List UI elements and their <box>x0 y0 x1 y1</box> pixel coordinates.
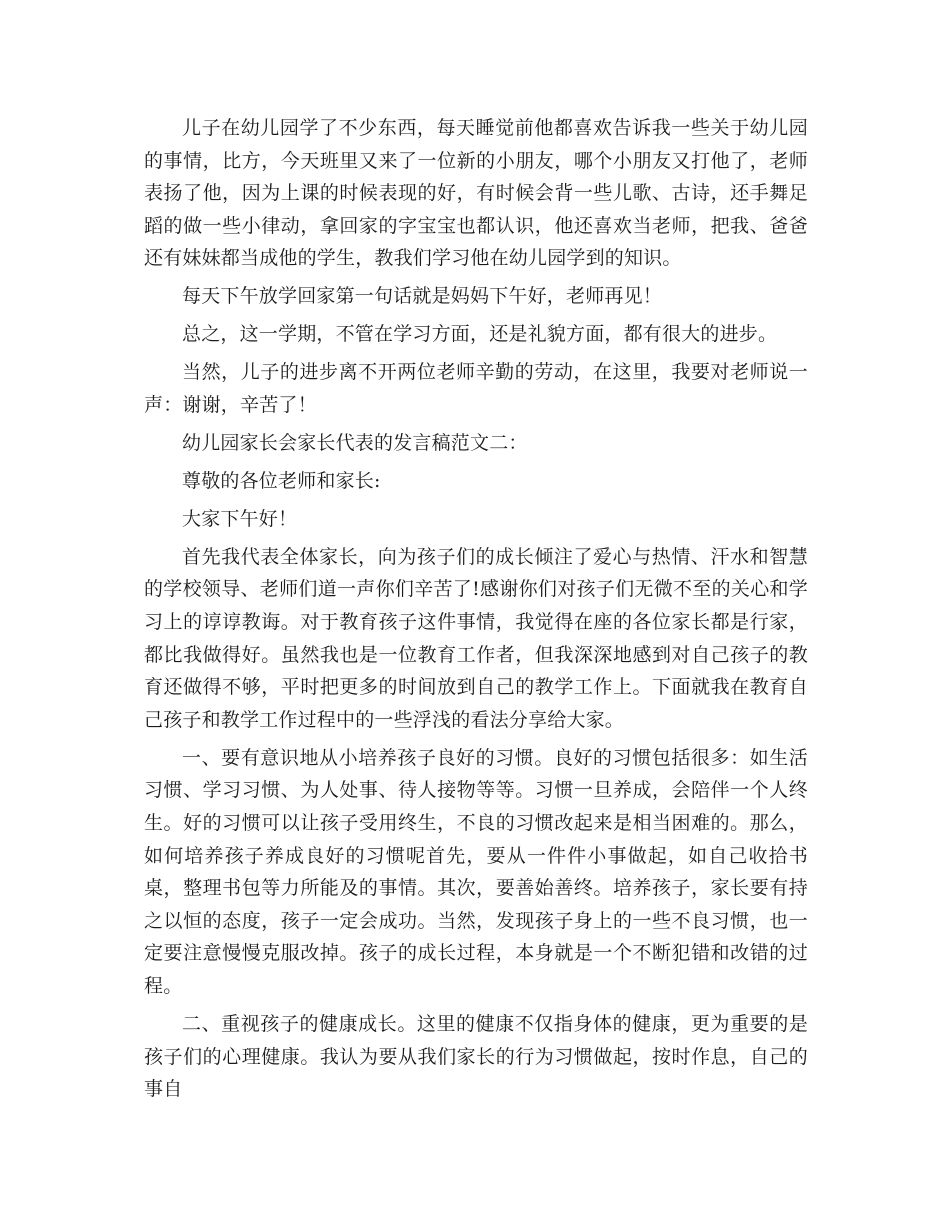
section-heading-sample-two: 幼儿园家长会家长代表的发言稿范文二： <box>182 431 528 454</box>
paragraph-thanks-teachers: 当然，儿子的进步离不开两位老师辛勤的劳动，在这里，我要对老师说一声：谢谢，辛苦了！ <box>144 361 808 416</box>
paragraph-point-one-habits: 一、要有意识地从小培养孩子良好的习惯。良好的习惯包括很多：如生活习惯、学习习惯、为人处事、待人接物等等。习惯一旦养成，会陪伴一个人终生。好的习惯可以让孩子受用终生，不良的习惯改起来是相当困难的。那么，如何培养孩子养成良好的习惯呢首先，要从一件件小事做起，如自己收拾书桌，整理书包等力所能及的事情。其次，要善始善终。培养孩子，家长要有持之以恒的态度，孩子一定会成功。当然，发现孩子身上的一些不良习惯，也一定要注意慢慢克服改掉。孩子的成长过程，本身就是一个不断犯错和改错的过程。 <box>144 746 808 997</box>
salutation: 尊敬的各位老师和家长: <box>182 469 381 492</box>
greeting: 大家下午好！ <box>182 507 298 530</box>
document-body <box>144 112 808 1111</box>
paragraph-point-two-health: 二、重视孩子的健康成长。这里的健康不仅指身体的健康，更为重要的是孩子们的心理健康。我认为要从我们家长的行为习惯做起，按时作息，自己的事自 <box>144 1012 808 1101</box>
paragraph-daily-greeting: 每天下午放学回家第一句话就是妈妈下午好，老师再见！ <box>182 285 663 308</box>
paragraph-son-learning: 儿子在幼儿园学了不少东西，每天睡觉前他都喜欢告诉我一些关于幼儿园的事情，比方，今天班里又来了一位新的小朋友，哪个小朋友又打他了，老师表扬了他，因为上课的时候表现的好，有时候会背一些儿歌、古诗，还手舞足蹈的做一些小律动，拿回家的字宝宝也都认识，他还喜欢当老师，把我、爸爸还有妹妹都当成他的学生，教我们学习他在幼儿园学到的知识。 <box>144 117 808 270</box>
paragraph-introduction: 首先我代表全体家长，向为孩子们的成长倾注了爱心与热情、汗水和智慧的学校领导、老师们道一声你们辛苦了!感谢你们对孩子们无微不至的关心和学习上的谆谆教诲。对于教育孩子这件事情，我觉得在座的各位家长都是行家，都比我做得好。虽然我也是一位教育工作者，但我深深地感到对自己孩子的教育还做得不够，平时把更多的时间放到自己的教学工作上。下面就我在教育自己孩子和教学工作过程中的一些浮浅的看法分享给大家。 <box>144 545 808 731</box>
paragraph-progress-summary: 总之，这一学期，不管在学习方面，还是礼貌方面，都有很大的进步。 <box>182 323 778 346</box>
